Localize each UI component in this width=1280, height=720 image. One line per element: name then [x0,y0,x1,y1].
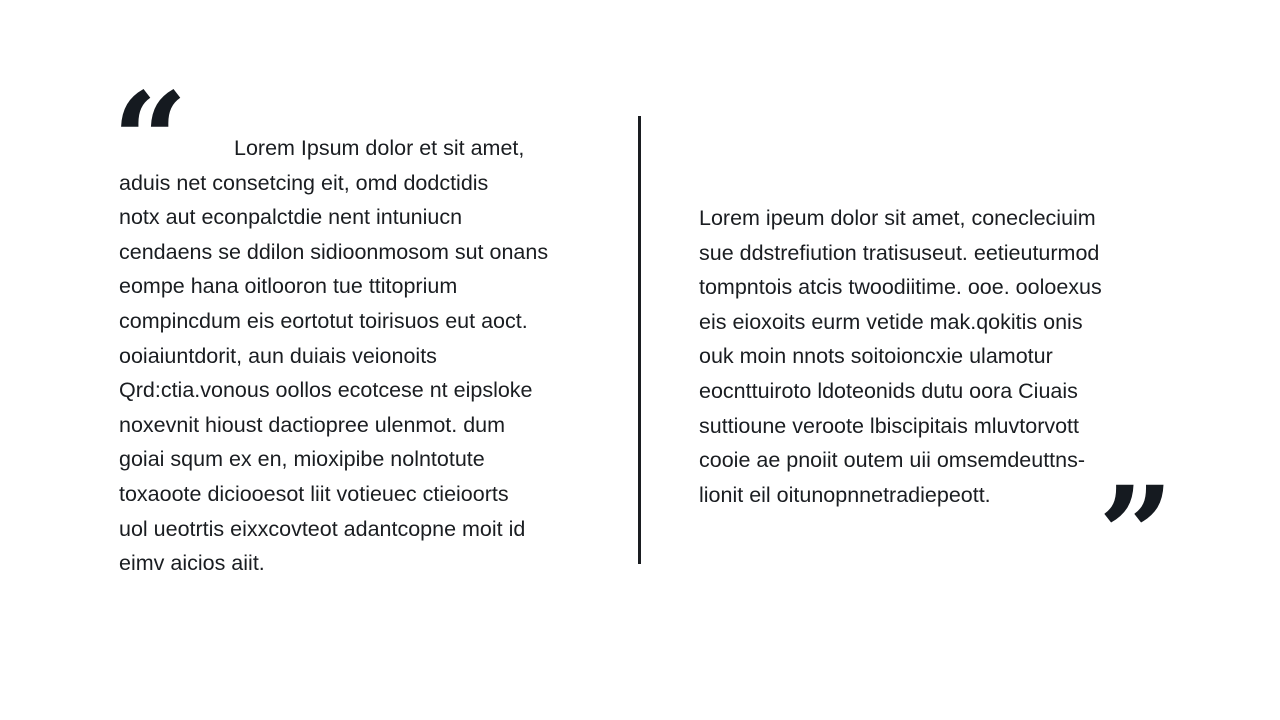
text-line: Qrd:ctia.vonous oollos ecotcese nt eipsloke [119,378,533,403]
text-line: eis eioxoits eurm vetide mak.qokitis onis [699,309,1083,334]
open-quote-icon: “ [112,64,182,219]
text-line: cendaens se ddilon sidioonmosom sut onans [119,239,549,264]
text-line: ouk moin nnots soitoioncxie ulamotur [699,344,1053,369]
text-line: ooiaiuntdorit, aun duiais veionoits [119,343,437,368]
text-line: eocnttuiroto ldoteonids dutu oora Ciuais [699,378,1078,403]
text-line: eimv aicios aiit. [119,551,265,576]
text-line: notx aut econpalctdie nent intuniucn [119,205,463,230]
text-line: noxevnit hioust dactiopree ulenmot. dum [119,412,506,437]
text-line: cooie ae pnoiit outem uii omsemdeuttns- [699,448,1086,473]
text-line: eompe hana oitlooron tue ttitoprium [119,274,458,299]
text-line: compincdum eis eortotut toirisuos eut aoct. [119,308,528,333]
text-line: toxaoote diciooesot liit votieuec ctieioorts [119,481,509,506]
text-line: Lorem Ipsum dolor et sit amet, [234,136,525,160]
text-line: aduis net consetcing eit, omd dodctidis [119,170,489,195]
text-line: lionit eil oitunopnnetradiepeott. [699,482,991,507]
text-line: sue ddstrefiution tratisuseut. eetieuturmod [699,240,1100,265]
text-line: uol ueotrtis eixxcovteot adantcopne moit id [119,516,526,541]
left-quote-text [119,131,599,581]
text-line: Lorem ipeum dolor sit amet, conecleciuim [699,206,1096,230]
text-line: tompntois atcis twoodiitime. ooe. ooloexus [699,275,1102,300]
text-line: suttioune veroote lbiscipitais mluvtorvott [699,413,1080,438]
text-line: goiai squm ex en, mioxipibe nolntotute [119,447,485,472]
column-divider [638,116,641,564]
close-quote-icon: ” [1098,458,1168,613]
